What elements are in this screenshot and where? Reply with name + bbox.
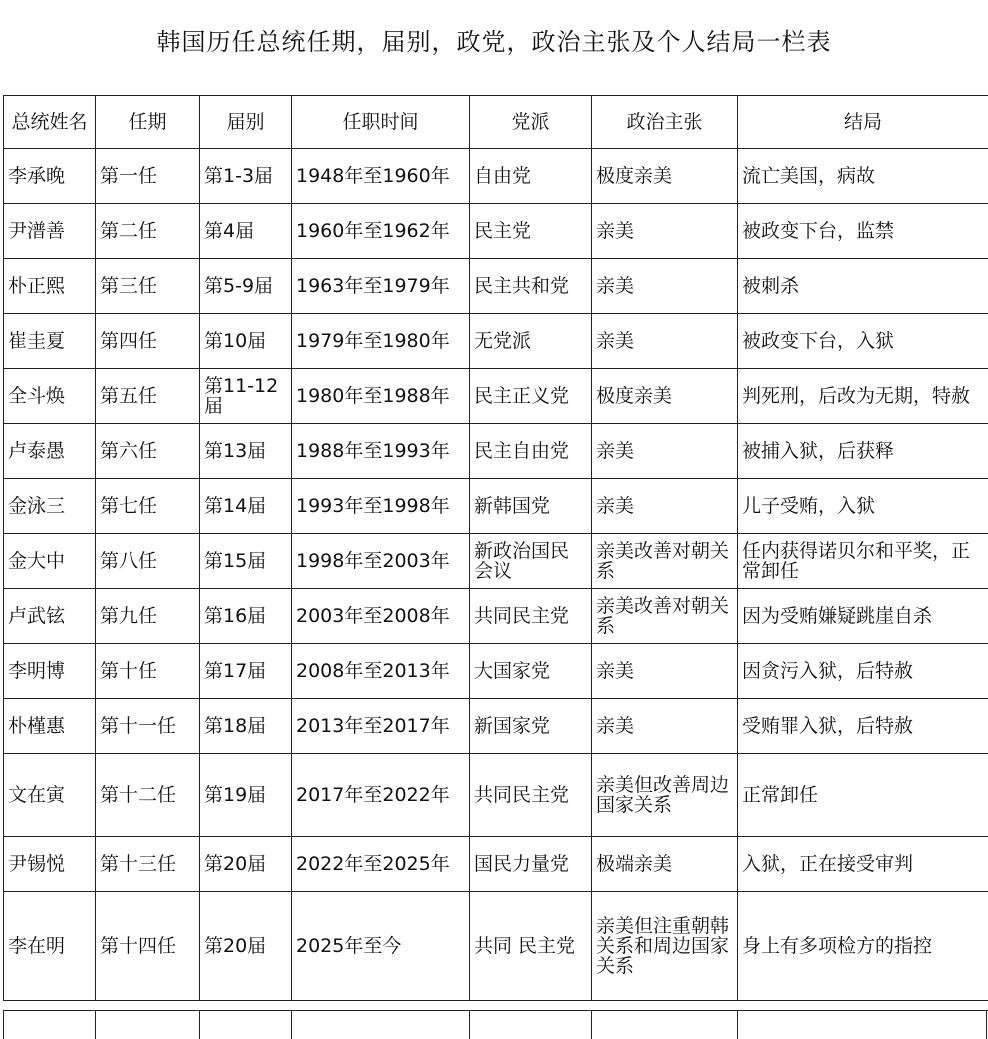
table-row <box>4 369 988 424</box>
cell-name: 卢泰愚 <box>4 424 96 479</box>
cell-outcome: 正常卸任 <box>738 754 988 837</box>
cell-name: 尹潽善 <box>4 204 96 259</box>
cell-session: 第10届 <box>200 314 292 369</box>
cell-term: 第十三任 <box>96 837 200 892</box>
cell-term: 第十一任 <box>96 699 200 754</box>
cell-session: 第5-9届 <box>200 259 292 314</box>
cell-policy: 亲美改善对朝关系 <box>592 534 738 589</box>
cell-time: 1988年至1993年 <box>292 424 470 479</box>
cell-policy: 亲美 <box>592 479 738 534</box>
table-row <box>4 259 988 314</box>
cell-party: 民主共和党 <box>470 259 592 314</box>
cell-party: 民主党 <box>470 204 592 259</box>
cell-name: 李在明 <box>4 892 96 1001</box>
header-policy: 政治主张 <box>592 96 738 149</box>
cell-name: 文在寅 <box>4 754 96 837</box>
cell-outcome: 被政变下台，入狱 <box>738 314 988 369</box>
cell-time: 2003年至2008年 <box>292 589 470 644</box>
cell-name: 全斗焕 <box>4 369 96 424</box>
cell-name: 李明博 <box>4 644 96 699</box>
table-row <box>4 314 988 369</box>
cell-party: 民主自由党 <box>470 424 592 479</box>
cell-time: 1963年至1979年 <box>292 259 470 314</box>
table-row <box>4 204 988 259</box>
cell-party: 共同 民主党 <box>470 892 592 1001</box>
cell-outcome: 因贪污入狱，后特赦 <box>738 644 988 699</box>
cell-term: 第五任 <box>96 369 200 424</box>
cell-time: 2025年至今 <box>292 892 470 1001</box>
cell-policy: 亲美但改善周边国家关系 <box>592 754 738 837</box>
cell-session: 第20届 <box>200 892 292 1001</box>
cell-name: 尹锡悦 <box>4 837 96 892</box>
cell-party: 共同民主党 <box>470 754 592 837</box>
table-row <box>4 149 988 204</box>
cell-time: 1993年至1998年 <box>292 479 470 534</box>
cell-policy: 亲美改善对朝关系 <box>592 589 738 644</box>
cell-term: 第十任 <box>96 644 200 699</box>
cell-term: 第八任 <box>96 534 200 589</box>
cell-session: 第16届 <box>200 589 292 644</box>
cell-term: 第九任 <box>96 589 200 644</box>
cell-term: 第四任 <box>96 314 200 369</box>
cell-term: 第十二任 <box>96 754 200 837</box>
cell-outcome: 任内获得诺贝尔和平奖，正常卸任 <box>738 534 988 589</box>
cell-time: 2008年至2013年 <box>292 644 470 699</box>
cell-policy: 极端亲美 <box>592 837 738 892</box>
cell-session: 第19届 <box>200 754 292 837</box>
cell-session: 第20届 <box>200 837 292 892</box>
cell-policy: 亲美 <box>592 314 738 369</box>
cell-session: 第4届 <box>200 204 292 259</box>
cell-time: 1960年至1962年 <box>292 204 470 259</box>
cell-policy: 极度亲美 <box>592 369 738 424</box>
cell-term: 第三任 <box>96 259 200 314</box>
cell-session: 第11-12届 <box>200 369 292 424</box>
presidents-table <box>3 95 988 1001</box>
cell-session: 第1-3届 <box>200 149 292 204</box>
cell-term: 第七任 <box>96 479 200 534</box>
cell-outcome: 入狱，正在接受审判 <box>738 837 988 892</box>
cell-party: 新韩国党 <box>470 479 592 534</box>
cell-session: 第18届 <box>200 699 292 754</box>
cell-name: 卢武铉 <box>4 589 96 644</box>
cell-term: 第一任 <box>96 149 200 204</box>
cell-term: 第六任 <box>96 424 200 479</box>
cell-party: 大国家党 <box>470 644 592 699</box>
cell-session: 第14届 <box>200 479 292 534</box>
cell-session: 第13届 <box>200 424 292 479</box>
table-row <box>4 479 988 534</box>
cell-outcome: 受贿罪入狱，后特赦 <box>738 699 988 754</box>
cell-party: 自由党 <box>470 149 592 204</box>
cell-policy: 亲美 <box>592 259 738 314</box>
cell-term: 第十四任 <box>96 892 200 1001</box>
cell-name: 朴正熙 <box>4 259 96 314</box>
cell-time: 2013年至2017年 <box>292 699 470 754</box>
cell-party: 无党派 <box>470 314 592 369</box>
cell-name: 李承晚 <box>4 149 96 204</box>
cell-outcome: 判死刑，后改为无期，特赦 <box>738 369 988 424</box>
header-session: 届别 <box>200 96 292 149</box>
cell-party: 国民力量党 <box>470 837 592 892</box>
cell-outcome: 因为受贿嫌疑跳崖自杀 <box>738 589 988 644</box>
header-outcome: 结局 <box>738 96 988 149</box>
cell-time: 1948年至1960年 <box>292 149 470 204</box>
cell-session: 第17届 <box>200 644 292 699</box>
table-row <box>4 589 988 644</box>
cell-name: 金大中 <box>4 534 96 589</box>
cell-outcome: 被捕入狱，后获释 <box>738 424 988 479</box>
cell-name: 金泳三 <box>4 479 96 534</box>
cell-party: 共同民主党 <box>470 589 592 644</box>
cell-term: 第二任 <box>96 204 200 259</box>
cell-name: 朴槿惠 <box>4 699 96 754</box>
table-row <box>4 699 988 754</box>
cell-party: 民主正义党 <box>470 369 592 424</box>
trailing-empty-row <box>3 1010 988 1039</box>
cell-party: 新国家党 <box>470 699 592 754</box>
cell-time: 1980年至1988年 <box>292 369 470 424</box>
page-title: 韩国历任总统任期，届别，政党，政治主张及个人结局一栏表 <box>0 20 988 64</box>
table-row <box>4 534 988 589</box>
cell-session: 第15届 <box>200 534 292 589</box>
cell-outcome: 被刺杀 <box>738 259 988 314</box>
cell-time: 2017年至2022年 <box>292 754 470 837</box>
header-party: 党派 <box>470 96 592 149</box>
cell-outcome: 儿子受贿，入狱 <box>738 479 988 534</box>
cell-policy: 亲美 <box>592 204 738 259</box>
header-term: 任期 <box>96 96 200 149</box>
cell-party: 新政治国民会议 <box>470 534 592 589</box>
table-row <box>4 837 988 892</box>
cell-policy: 极度亲美 <box>592 149 738 204</box>
cell-policy: 亲美 <box>592 424 738 479</box>
cell-outcome: 流亡美国，病故 <box>738 149 988 204</box>
cell-time: 1998年至2003年 <box>292 534 470 589</box>
cell-outcome: 被政变下台，监禁 <box>738 204 988 259</box>
cell-policy: 亲美 <box>592 644 738 699</box>
cell-time: 2022年至2025年 <box>292 837 470 892</box>
cell-policy: 亲美但注重朝韩关系和周边国家关系 <box>592 892 738 1001</box>
table-header-row <box>4 96 988 149</box>
header-name: 总统姓名 <box>4 96 96 149</box>
table-row <box>4 644 988 699</box>
cell-time: 1979年至1980年 <box>292 314 470 369</box>
cell-outcome: 身上有多项检方的指控 <box>738 892 988 1001</box>
table-row <box>4 754 988 837</box>
cell-name: 崔圭夏 <box>4 314 96 369</box>
header-time: 任职时间 <box>292 96 470 149</box>
table-row <box>4 424 988 479</box>
table-row <box>4 892 988 1001</box>
cell-policy: 亲美 <box>592 699 738 754</box>
